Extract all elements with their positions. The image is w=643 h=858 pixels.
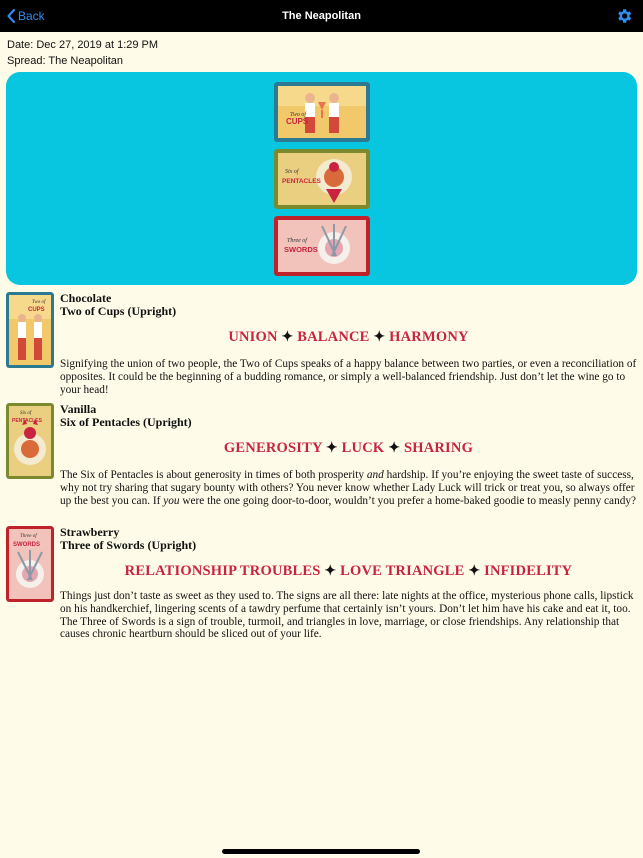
spread-card-three-of-swords[interactable] (274, 216, 370, 276)
card-keywords (0, 328, 643, 347)
card-flavor: Chocolate (60, 291, 112, 305)
separator-icon: ✦ (325, 441, 338, 456)
separator-icon: ✦ (324, 564, 337, 579)
card-name: Two of Cups (Upright) (60, 304, 177, 318)
keyword: INFIDELITY (484, 563, 573, 579)
card-art-label-top: Two of (32, 300, 46, 305)
keyword: BALANCE (297, 329, 370, 345)
card-art-label-top: Six of (285, 169, 299, 175)
card-art-label-top: Three of (287, 238, 307, 244)
separator-icon: ✦ (281, 330, 294, 345)
card-art-label-top: Two of (290, 112, 307, 118)
card-art-label-top: Six of (20, 411, 32, 416)
three-of-swords-card-image (274, 216, 370, 276)
card-flavor: Vanilla (60, 402, 97, 416)
page-title: The Neapolitan (282, 10, 361, 22)
card-art-label: PENTACLES (12, 418, 42, 424)
keyword: LOVE TRIANGLE (340, 563, 465, 579)
six-of-pentacles-card-image (274, 149, 370, 209)
reading-spread: Spread: The Neapolitan (7, 55, 123, 67)
separator-icon: ✦ (388, 441, 401, 456)
separator-icon: ✦ (373, 330, 386, 345)
card-name: Six of Pentacles (Upright) (60, 415, 192, 429)
settings-button[interactable] (615, 7, 633, 25)
two-of-cups-card-image (274, 82, 370, 142)
back-label: Back (18, 9, 45, 23)
reading-meta (7, 37, 158, 69)
card-flavor: Strawberry (60, 525, 120, 539)
card-keywords (0, 562, 643, 581)
card-description: The Six of Pentacles is about generosity in times of both prosperity and hardship. If you’re enjoying the sweet taste of success, why not try sharing that sugary bounty with others? You never know whether Lady Luck will trick or treat you, so always offer up the best you can. If you were the one going door-to-door, wouldn’t you prefer a home-baked goodie to measly penny candy? (60, 469, 637, 507)
card-art-label: PENTACLES (282, 178, 321, 185)
card-description: Things just don’t taste as sweet as they used to. The signs are all there: late nights at the office, mysterious phone calls, lipstick on his handkerchief, lingering scents of a tawdry perfume that certainly isn’t yours. Don’t let him have his cake and eat it, too. The Three of Swords is a sign of trouble, turmoil, and triangles in love, marriage, or close friendships. Any relationship that causes chronic heartburn should be sliced out of your life. (60, 590, 634, 641)
card-name: Three of Swords (Upright) (60, 538, 197, 552)
card-art-label: SWORDS (284, 245, 318, 254)
spread-card-two-of-cups[interactable] (274, 82, 370, 142)
navigation-bar (0, 0, 643, 32)
keyword: HARMONY (389, 329, 469, 345)
keyword: GENEROSITY (223, 440, 323, 456)
keyword: RELATIONSHIP TROUBLES (124, 563, 321, 579)
keyword: SHARING (403, 440, 474, 456)
card-art-label: SWORDS (13, 542, 40, 548)
card-art-label: CUPS (28, 307, 45, 313)
gear-icon (615, 7, 633, 25)
keyword: UNION (228, 329, 278, 345)
reading-date: Date: Dec 27, 2019 at 1:29 PM (7, 39, 159, 51)
keyword: LUCK (341, 440, 385, 456)
card-art-label-top: Three of (20, 534, 37, 539)
spread-panel (6, 72, 637, 285)
card-keywords (0, 439, 643, 458)
separator-icon: ✦ (468, 564, 481, 579)
card-art-label: CUPS (286, 117, 309, 126)
spread-card-six-of-pentacles[interactable] (274, 149, 370, 209)
home-indicator[interactable] (222, 849, 420, 854)
card-description: Signifying the union of two people, the Two of Cups speaks of a happy balance between two parties, or even a reconciliation of opposites. It could be the beginning of a budding romance, or simply a well-balanced friendship. Just don’t let the wine go to your head! (60, 358, 637, 396)
